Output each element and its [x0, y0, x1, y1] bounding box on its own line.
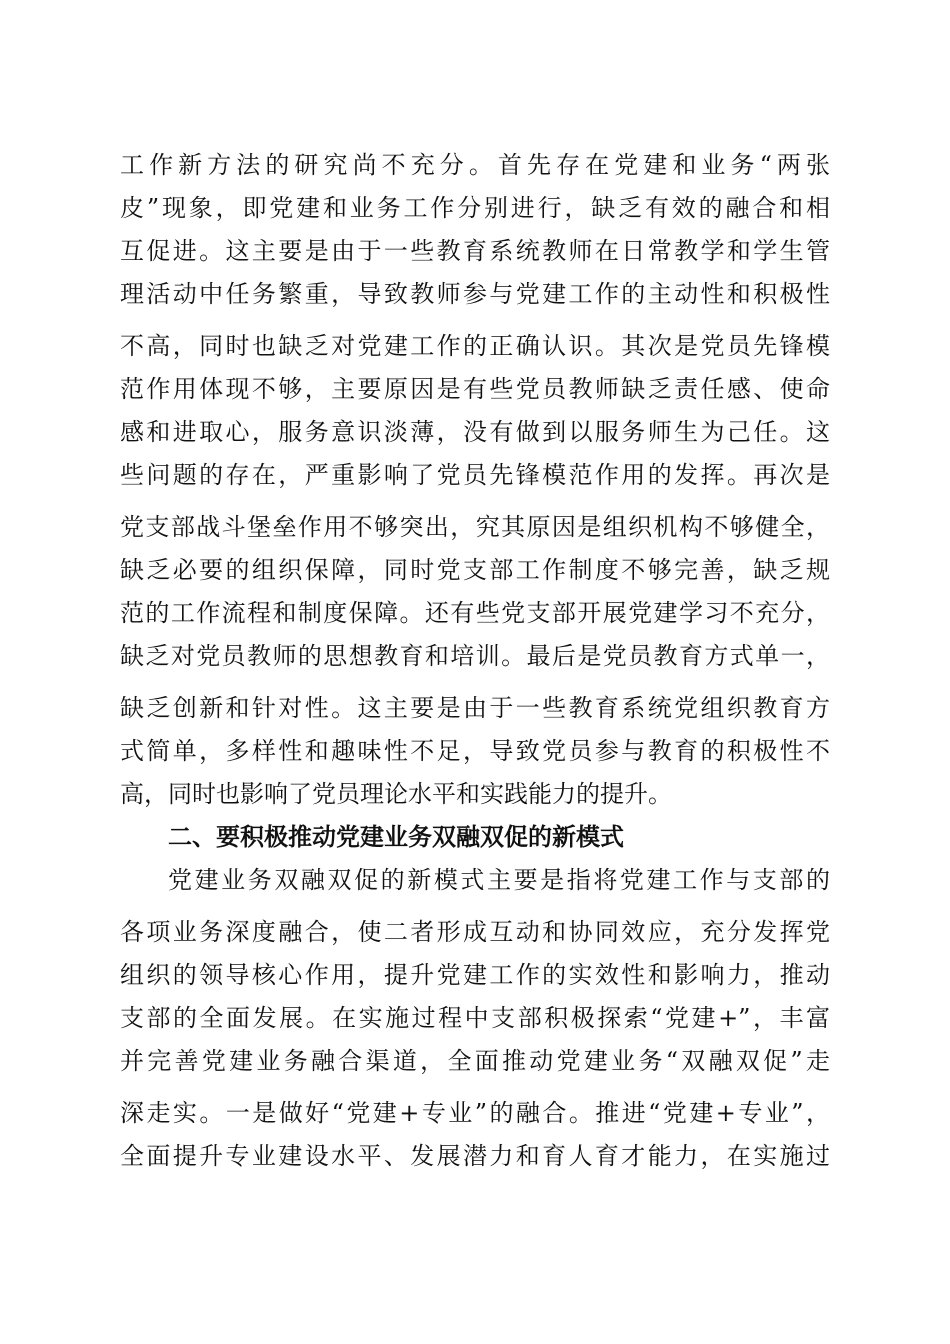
text-line: 深走实。一是做好“党建+专业”的融合。推进“党建+专业”，	[120, 1099, 830, 1127]
text-line: 支部的全面发展。在实施过程中支部积极探索“党建+”，丰富	[120, 1004, 830, 1032]
text-line: 组织的领导核心作用，提升党建工作的实效性和影响力，推动	[120, 961, 830, 989]
text-line: 不高，同时也缺乏对党建工作的正确认识。其次是党员先锋模	[120, 332, 830, 360]
text-line: 范作用体现不够，主要原因是有些党员教师缺乏责任感、使命	[120, 375, 830, 403]
text-line: 些问题的存在，严重影响了党员先锋模范作用的发挥。再次是	[120, 461, 830, 489]
text-line: 式简单，多样性和趣味性不足，导致党员参与教育的积极性不	[120, 737, 830, 765]
text-line: 高，同时也影响了党员理论水平和实践能力的提升。	[120, 780, 672, 808]
text-line: 缺乏创新和针对性。这主要是由于一些教育系统党组织教育方	[120, 694, 830, 722]
text-line: 感和进取心，服务意识淡薄，没有做到以服务师生为己任。这	[120, 418, 830, 446]
text-line: 范的工作流程和制度保障。还有些党支部开展党建学习不充分，	[120, 599, 830, 627]
text-line: 皮”现象，即党建和业务工作分别进行，缺乏有效的融合和相	[120, 194, 830, 222]
text-line: 缺乏对党员教师的思想教育和培训。最后是党员教育方式单一，	[120, 642, 830, 670]
text-line: 理活动中任务繁重，导致教师参与党建工作的主动性和积极性	[120, 280, 830, 308]
text-line: 全面提升专业建设水平、发展潜力和育人育才能力，在实施过	[120, 1142, 830, 1170]
text-line: 互促进。这主要是由于一些教育系统教师在日常教学和学生管	[120, 237, 830, 265]
section-heading: 二、要积极推动党建业务双融双促的新模式	[168, 823, 624, 851]
text-line: 党建业务双融双促的新模式主要是指将党建工作与支部的	[168, 866, 830, 894]
text-line: 各项业务深度融合，使二者形成互动和协同效应，充分发挥党	[120, 918, 830, 946]
text-line: 工作新方法的研究尚不充分。首先存在党建和业务“两张	[120, 151, 830, 179]
text-line: 并完善党建业务融合渠道，全面推动党建业务“双融双促”走	[120, 1047, 830, 1075]
text-line: 缺乏必要的组织保障，同时党支部工作制度不够完善，缺乏规	[120, 556, 830, 584]
text-line: 党支部战斗堡垒作用不够突出，究其原因是组织机构不够健全，	[120, 513, 830, 541]
